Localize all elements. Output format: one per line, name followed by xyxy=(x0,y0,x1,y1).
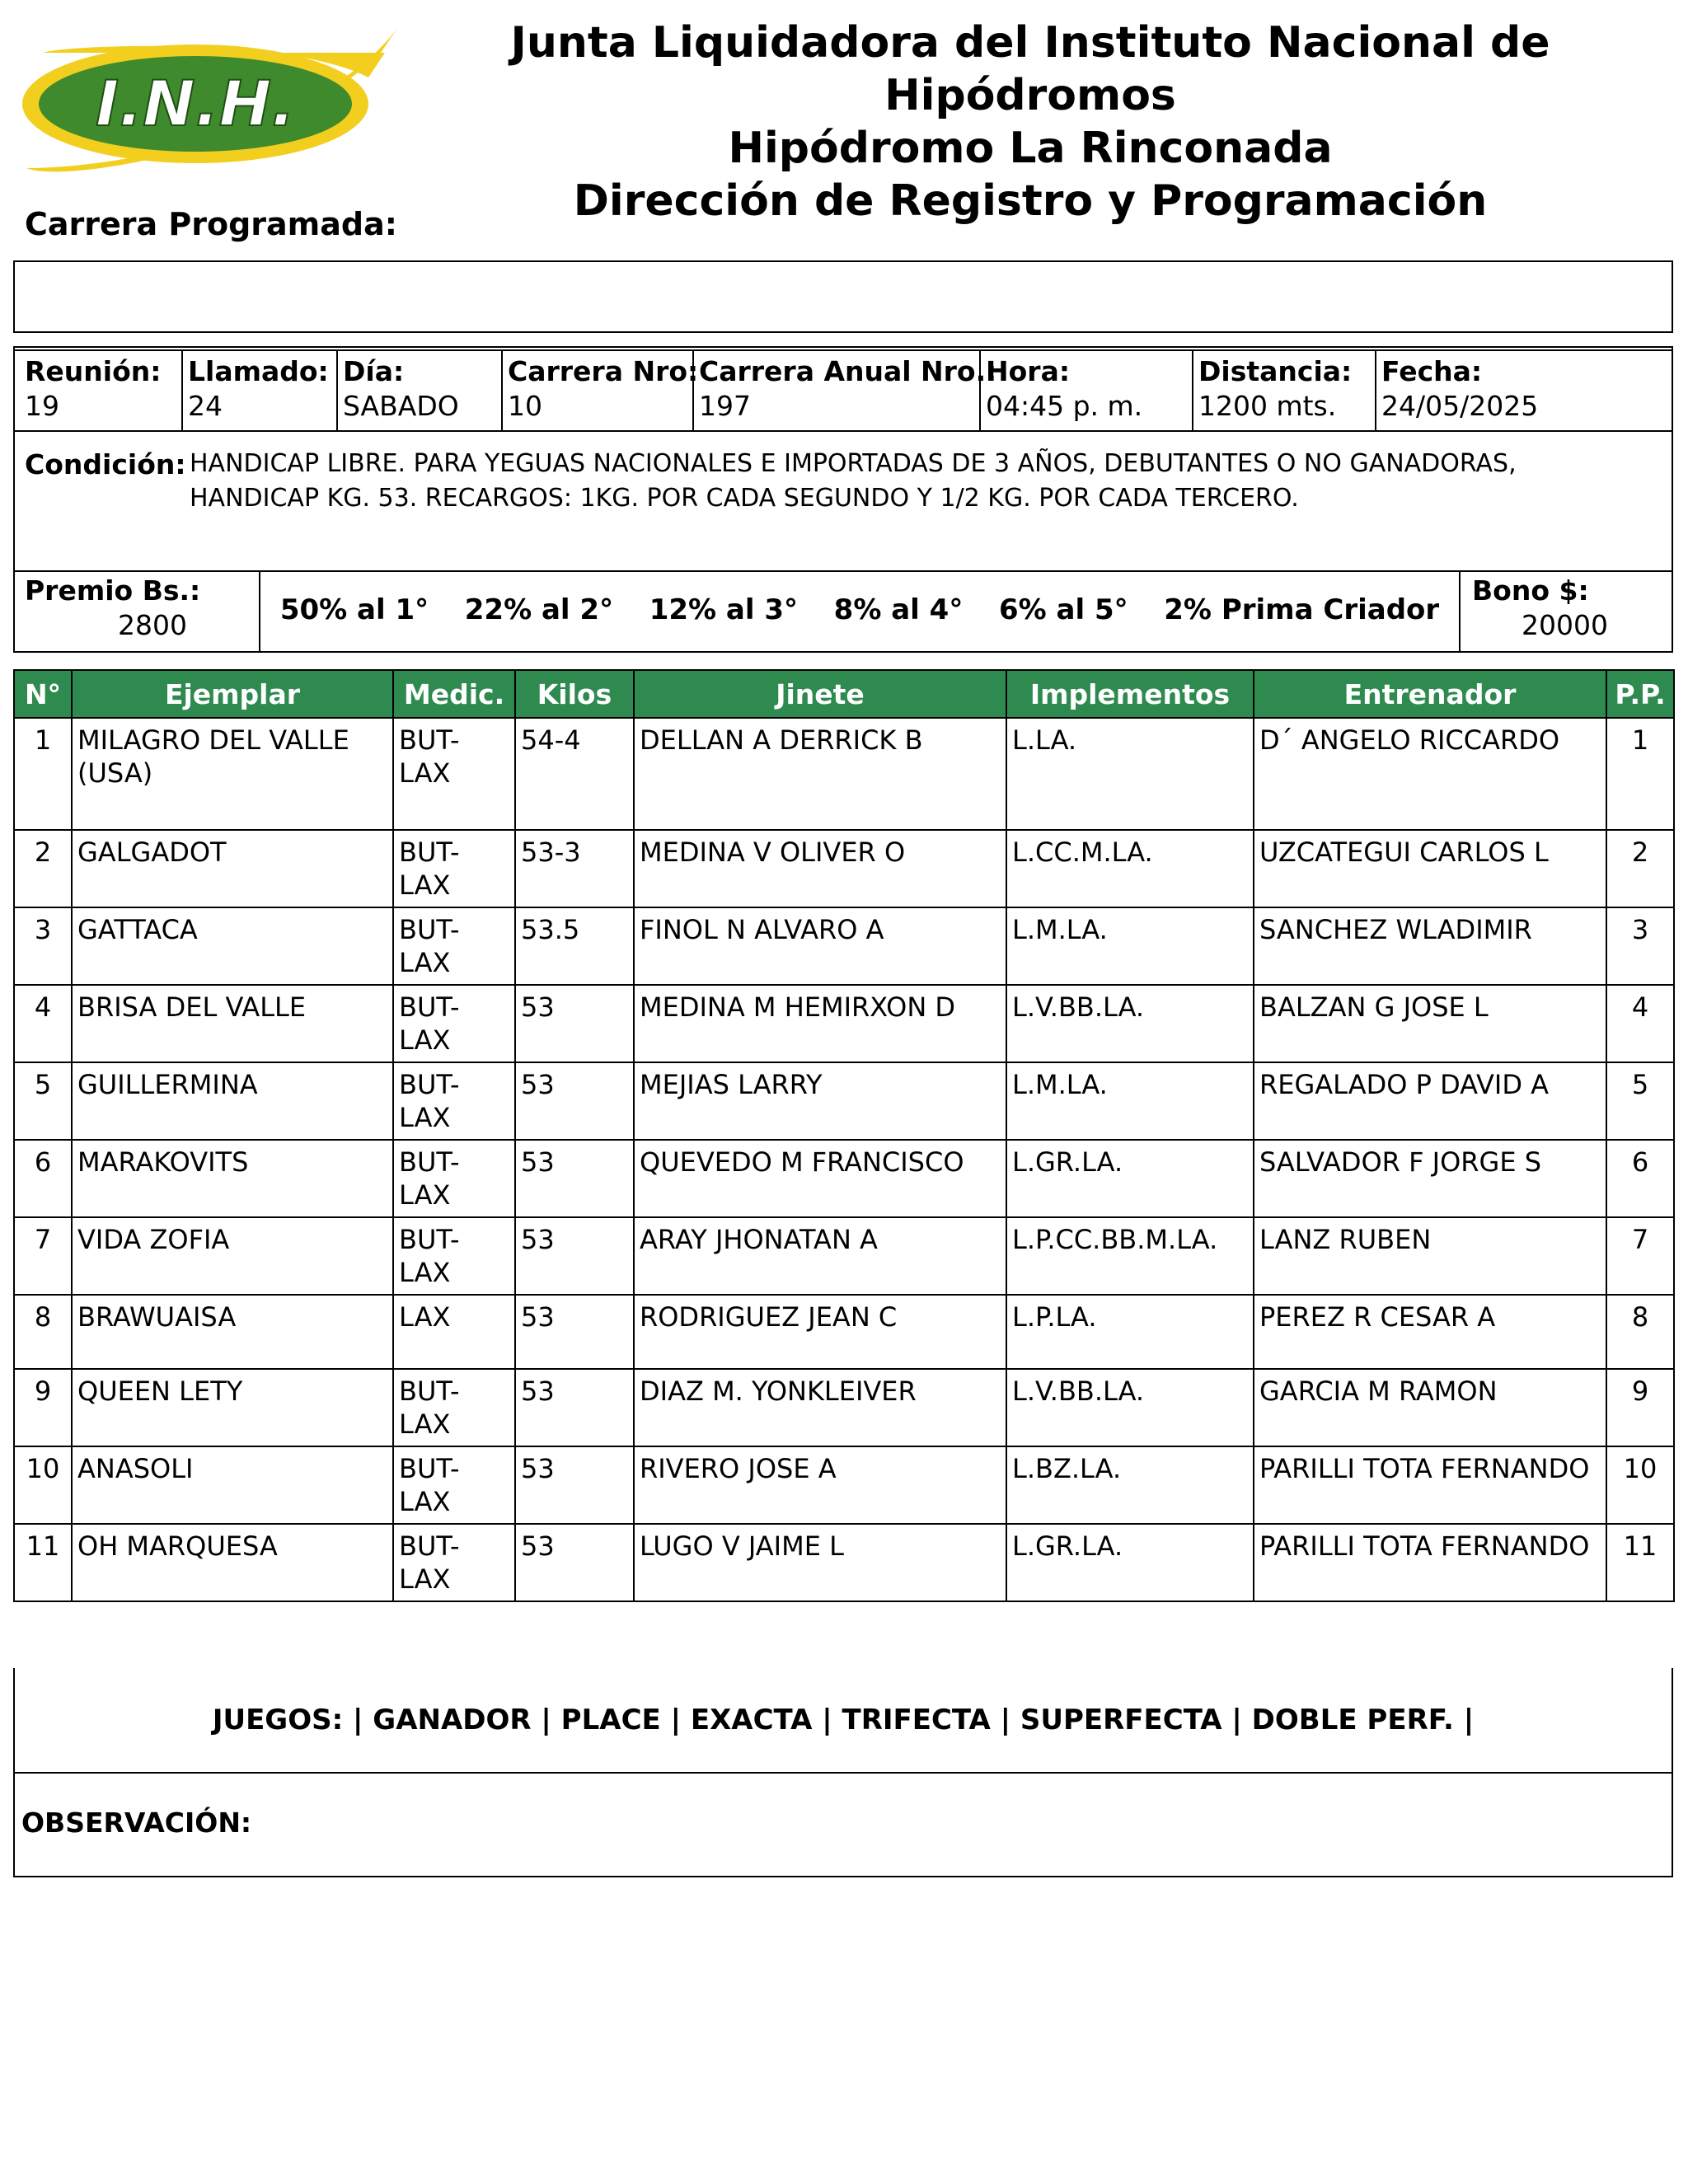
cell-num: 1 xyxy=(14,718,72,830)
premio-label: Premio Bs.: xyxy=(25,574,201,607)
dia-label: Día: xyxy=(343,355,405,387)
cell-ejemplar: QUEEN LETY xyxy=(72,1369,393,1446)
cell-medic: BUT-LAX xyxy=(393,907,515,985)
cell-ejemplar: VIDA ZOFIA xyxy=(72,1217,393,1295)
cell-jinete: MEJIAS LARRY xyxy=(634,1062,1006,1140)
cell-jinete: QUEVEDO M FRANCISCO xyxy=(634,1140,1006,1217)
dia-value: SABADO xyxy=(343,390,459,422)
cell-medic: LAX xyxy=(393,1295,515,1369)
cell-pp: 6 xyxy=(1606,1140,1674,1217)
cell-num: 10 xyxy=(14,1446,72,1524)
carrera-nro-value: 10 xyxy=(508,390,542,422)
cell-entrenador: REGALADO P DAVID A xyxy=(1254,1062,1606,1140)
inh-logo xyxy=(18,20,397,181)
condicion-line-1: HANDICAP LIBRE. PARA YEGUAS NACIONALES E IMPORTADAS DE 3 AÑOS, DEBUTANTES O NO GANADORAS, xyxy=(190,449,1517,478)
cell-kilos: 53-3 xyxy=(515,830,634,907)
title-line-2: Hipódromo La Rinconada xyxy=(728,124,1333,173)
cell-pp: 8 xyxy=(1606,1295,1674,1369)
cell-ejemplar: ANASOLI xyxy=(72,1446,393,1524)
hora-value: 04:45 p. m. xyxy=(986,390,1143,422)
cell-implementos: L.P.CC.BB.M.LA. xyxy=(1006,1217,1254,1295)
reunion-cell xyxy=(13,349,183,432)
cell-num: 2 xyxy=(14,830,72,907)
cell-entrenador: LANZ RUBEN xyxy=(1254,1217,1606,1295)
table-row xyxy=(14,1217,1674,1295)
juegos-box: JUEGOS: | GANADOR | PLACE | EXACTA | TRIFECTA | SUPERFECTA | DOBLE PERF. | xyxy=(13,1668,1673,1774)
cell-jinete: MEDINA V OLIVER O xyxy=(634,830,1006,907)
cell-entrenador: GARCIA M RAMON xyxy=(1254,1369,1606,1446)
carrera-nro-label: Carrera Nro: xyxy=(508,355,699,387)
cell-entrenador: SALVADOR F JORGE S xyxy=(1254,1140,1606,1217)
cell-entrenador: D´ ANGELO RICCARDO xyxy=(1254,718,1606,830)
cell-ejemplar: GUILLERMINA xyxy=(72,1062,393,1140)
col-header-ejemplar: Ejemplar xyxy=(72,670,393,718)
cell-kilos: 53.5 xyxy=(515,907,634,985)
reunion-label: Reunión: xyxy=(25,355,162,387)
cell-medic: BUT-LAX xyxy=(393,1140,515,1217)
cell-pp: 2 xyxy=(1606,830,1674,907)
cell-pp: 4 xyxy=(1606,985,1674,1062)
cell-ejemplar: GALGADOT xyxy=(72,830,393,907)
hora-cell xyxy=(979,349,1193,432)
condicion-text xyxy=(190,447,1657,516)
split-5: 6% al 5° xyxy=(998,593,1128,626)
col-header-entrenador: Entrenador xyxy=(1254,670,1606,718)
distancia-label: Distancia: xyxy=(1198,355,1353,387)
cell-pp: 7 xyxy=(1606,1217,1674,1295)
cell-implementos: L.V.BB.LA. xyxy=(1006,1369,1254,1446)
col-header-pp: P.P. xyxy=(1606,670,1674,718)
table-row xyxy=(14,1062,1674,1140)
cell-pp: 3 xyxy=(1606,907,1674,985)
carrera-anual-cell xyxy=(692,349,997,432)
cell-num: 11 xyxy=(14,1524,72,1601)
cell-pp: 9 xyxy=(1606,1369,1674,1446)
bono-label: Bono $: xyxy=(1472,574,1589,607)
bono-value: 20000 xyxy=(1522,609,1608,641)
cell-num: 3 xyxy=(14,907,72,985)
cell-pp: 10 xyxy=(1606,1446,1674,1524)
observacion-label: OBSERVACIÓN: xyxy=(21,1807,252,1839)
cell-entrenador: SANCHEZ WLADIMIR xyxy=(1254,907,1606,985)
cell-kilos: 53 xyxy=(515,985,634,1062)
split-2: 22% al 2° xyxy=(464,593,614,626)
observacion-box xyxy=(13,1772,1673,1877)
cell-medic: BUT-LAX xyxy=(393,830,515,907)
cell-jinete: MEDINA M HEMIRXON D xyxy=(634,985,1006,1062)
cell-jinete: RIVERO JOSE A xyxy=(634,1446,1006,1524)
cell-pp: 5 xyxy=(1606,1062,1674,1140)
fecha-cell xyxy=(1375,349,1673,432)
table-row xyxy=(14,985,1674,1062)
col-header-medic: Medic. xyxy=(393,670,515,718)
fecha-label: Fecha: xyxy=(1381,355,1483,387)
cell-jinete: RODRIGUEZ JEAN C xyxy=(634,1295,1006,1369)
cell-entrenador: BALZAN G JOSE L xyxy=(1254,985,1606,1062)
table-row xyxy=(14,1446,1674,1524)
cell-implementos: L.GR.LA. xyxy=(1006,1524,1254,1601)
cell-num: 6 xyxy=(14,1140,72,1217)
cell-jinete: DIAZ M. YONKLEIVER xyxy=(634,1369,1006,1446)
cell-implementos: L.GR.LA. xyxy=(1006,1140,1254,1217)
cell-implementos: L.BZ.LA. xyxy=(1006,1446,1254,1524)
table-row xyxy=(14,1140,1674,1217)
cell-num: 8 xyxy=(14,1295,72,1369)
cell-entrenador: PEREZ R CESAR A xyxy=(1254,1295,1606,1369)
condicion-label: Condición: xyxy=(25,448,186,480)
cell-implementos: L.M.LA. xyxy=(1006,907,1254,985)
cell-pp: 11 xyxy=(1606,1524,1674,1601)
split-3: 12% al 3° xyxy=(649,593,799,626)
llamado-cell xyxy=(181,349,338,432)
cell-kilos: 53 xyxy=(515,1295,634,1369)
col-header-jinete: Jinete xyxy=(634,670,1006,718)
cell-kilos: 53 xyxy=(515,1524,634,1601)
dia-cell xyxy=(336,349,503,432)
table-row xyxy=(14,907,1674,985)
table-row xyxy=(14,1369,1674,1446)
split-1: 50% al 1° xyxy=(279,593,429,626)
cell-ejemplar: MARAKOVITS xyxy=(72,1140,393,1217)
cell-implementos: L.P.LA. xyxy=(1006,1295,1254,1369)
hora-label: Hora: xyxy=(986,355,1071,387)
cell-kilos: 53 xyxy=(515,1369,634,1446)
bono-cell xyxy=(1459,570,1673,653)
cell-medic: BUT-LAX xyxy=(393,1062,515,1140)
entries-table xyxy=(13,669,1675,1602)
premio-splits xyxy=(262,593,1457,626)
table-row xyxy=(14,830,1674,907)
cell-medic: BUT-LAX xyxy=(393,1446,515,1524)
premio-value: 2800 xyxy=(118,609,187,641)
carrera-anual-value: 197 xyxy=(699,390,751,422)
cell-medic: BUT-LAX xyxy=(393,1217,515,1295)
cell-medic: BUT-LAX xyxy=(393,985,515,1062)
table-header-row xyxy=(14,670,1674,718)
cell-pp: 1 xyxy=(1606,718,1674,830)
cell-ejemplar: MILAGRO DEL VALLE (USA) xyxy=(72,718,393,830)
table-row xyxy=(14,1524,1674,1601)
cell-medic: BUT-LAX xyxy=(393,1369,515,1446)
llamado-value: 24 xyxy=(188,390,223,422)
document-title xyxy=(387,16,1673,227)
cell-medic: BUT-LAX xyxy=(393,718,515,830)
llamado-label: Llamado: xyxy=(188,355,329,387)
cell-implementos: L.CC.M.LA. xyxy=(1006,830,1254,907)
cell-num: 5 xyxy=(14,1062,72,1140)
cell-implementos: L.V.BB.LA. xyxy=(1006,985,1254,1062)
cell-kilos: 53 xyxy=(515,1446,634,1524)
reunion-value: 19 xyxy=(25,390,59,422)
cell-kilos: 53 xyxy=(515,1062,634,1140)
table-row xyxy=(14,718,1674,830)
cell-jinete: DELLAN A DERRICK B xyxy=(634,718,1006,830)
split-criador: 2% Prima Criador xyxy=(1164,593,1440,626)
cell-entrenador: UZCATEGUI CARLOS L xyxy=(1254,830,1606,907)
carrera-nro-cell xyxy=(501,349,699,432)
title-line-3: Dirección de Registro y Programación xyxy=(573,176,1488,226)
cell-ejemplar: OH MARQUESA xyxy=(72,1524,393,1601)
title-line-1: Junta Liquidadora del Instituto Nacional de Hipódromos xyxy=(510,18,1550,120)
col-header-num: N° xyxy=(14,670,72,718)
table-row xyxy=(14,1295,1674,1369)
cell-ejemplar: GATTACA xyxy=(72,907,393,985)
cell-entrenador: PARILLI TOTA FERNANDO xyxy=(1254,1446,1606,1524)
col-header-kilos: Kilos xyxy=(515,670,634,718)
premio-cell xyxy=(13,570,260,653)
cell-implementos: L.M.LA. xyxy=(1006,1062,1254,1140)
cell-kilos: 53 xyxy=(515,1217,634,1295)
split-4: 8% al 4° xyxy=(833,593,964,626)
cell-jinete: FINOL N ALVARO A xyxy=(634,907,1006,985)
cell-num: 4 xyxy=(14,985,72,1062)
carrera-anual-label: Carrera Anual Nro.: xyxy=(699,355,997,387)
cell-implementos: L.LA. xyxy=(1006,718,1254,830)
col-header-implementos: Implementos xyxy=(1006,670,1254,718)
carrera-programada-label: Carrera Programada: xyxy=(25,206,397,242)
fecha-value: 24/05/2025 xyxy=(1381,390,1539,422)
cell-medic: BUT-LAX xyxy=(393,1524,515,1601)
cell-entrenador: PARILLI TOTA FERNANDO xyxy=(1254,1524,1606,1601)
cell-kilos: 53 xyxy=(515,1140,634,1217)
cell-ejemplar: BRAWUAISA xyxy=(72,1295,393,1369)
cell-kilos: 54-4 xyxy=(515,718,634,830)
condicion-line-2: HANDICAP KG. 53. RECARGOS: 1KG. POR CADA SEGUNDO Y 1/2 KG. POR CADA TERCERO. xyxy=(190,484,1299,513)
cell-num: 9 xyxy=(14,1369,72,1446)
cell-jinete: LUGO V JAIME L xyxy=(634,1524,1006,1601)
distancia-value: 1200 mts. xyxy=(1198,390,1337,422)
cell-ejemplar: BRISA DEL VALLE xyxy=(72,985,393,1062)
cell-num: 7 xyxy=(14,1217,72,1295)
distancia-cell xyxy=(1192,349,1376,432)
carrera-programada-box xyxy=(13,260,1673,333)
logo-text: I.N.H. xyxy=(95,67,296,140)
cell-jinete: ARAY JHONATAN A xyxy=(634,1217,1006,1295)
